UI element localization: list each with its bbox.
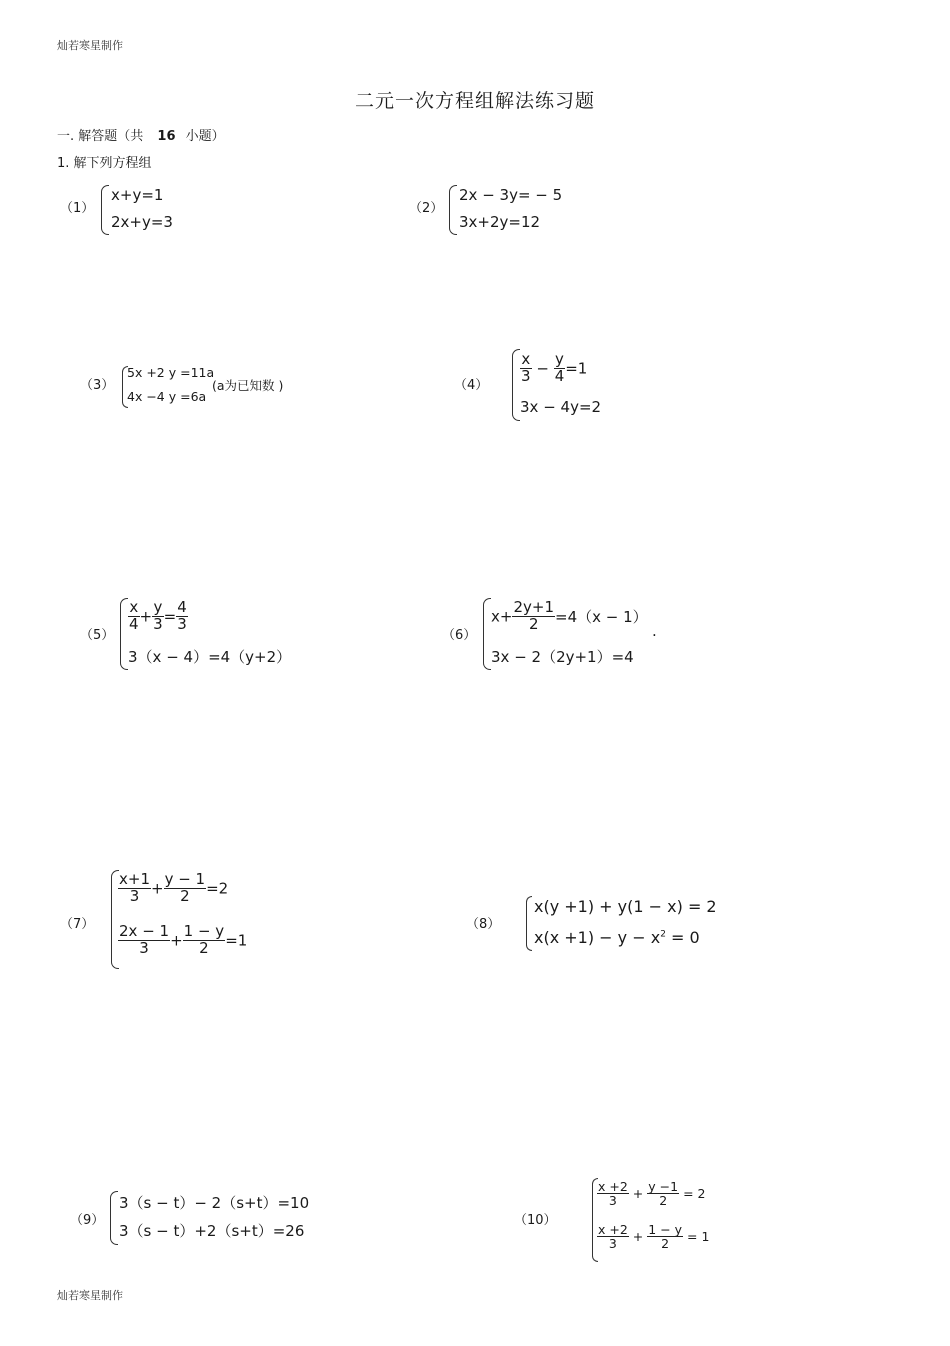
- problem-4-eq1: [520, 352, 587, 385]
- fraction-numerator: x: [521, 350, 531, 368]
- problem-4-label: （4）: [454, 378, 489, 393]
- problem-9-eq1: 3（s − t）− 2（s+t）=10: [119, 1194, 310, 1212]
- problem-3-eq1: 5x +2 y =11a: [127, 365, 215, 380]
- question-prompt: 1. 解下列方程组: [57, 156, 152, 171]
- equation-rhs: =2: [206, 879, 229, 898]
- equation-prefix: x+: [491, 607, 513, 626]
- section-count: 16: [157, 129, 176, 144]
- brace-icon: [512, 349, 520, 421]
- problem-8-eq2: [534, 928, 700, 947]
- footer-watermark: 灿若寒星制作: [57, 1289, 123, 1302]
- problem-5-eq1: [128, 600, 188, 633]
- fraction-denominator: 3: [177, 614, 187, 633]
- problem-10-eq1: [597, 1180, 705, 1207]
- fraction-numerator: y: [555, 350, 564, 368]
- fraction-denominator: 3: [608, 1236, 617, 1252]
- fraction-denominator: 2: [659, 1193, 668, 1209]
- fraction-numerator: 2x − 1: [119, 922, 170, 940]
- problem-10-eq2: [597, 1223, 709, 1250]
- problem-9-eq2: 3（s − t）+2（s+t）=26: [119, 1222, 305, 1240]
- fraction-numerator: x +2: [598, 1222, 628, 1237]
- problem-3-note: (a为已知数 ): [212, 378, 284, 393]
- operator: +: [632, 1186, 644, 1202]
- fraction-denominator: 4: [554, 366, 565, 385]
- problem-3-label: （3）: [80, 378, 115, 393]
- problem-10-label: （10）: [514, 1213, 557, 1228]
- operator: −: [536, 359, 549, 378]
- header-watermark: 灿若寒星制作: [57, 39, 123, 52]
- problem-3-eq2: 4x −4 y =6a: [127, 389, 207, 404]
- problem-6-label: （6）: [442, 628, 477, 643]
- problem-6-eq1: [491, 600, 648, 633]
- equation-rhs: =1: [565, 359, 588, 378]
- problem-8-label: （8）: [466, 917, 501, 932]
- equation-lhs: x(x +1) − y − x: [534, 928, 661, 947]
- section-suffix: 小题）: [185, 129, 225, 144]
- fraction-numerator: y −1: [648, 1179, 679, 1194]
- problem-7-eq1: [118, 872, 228, 905]
- fraction-numerator: x +2: [598, 1179, 628, 1194]
- fraction-numerator: 4: [177, 598, 187, 616]
- equation-rhs: =1: [225, 931, 248, 950]
- fraction-numerator: 1 − y: [183, 922, 225, 940]
- brace-icon: [526, 896, 532, 951]
- fraction-denominator: 3: [153, 614, 163, 633]
- fraction-numerator: x: [129, 598, 139, 616]
- operator: +: [151, 879, 164, 898]
- fraction-numerator: 1 − y: [648, 1222, 683, 1237]
- equation-rhs: = 2: [683, 1186, 706, 1202]
- fraction-numerator: 2y+1: [513, 598, 554, 616]
- fraction-denominator: 2: [661, 1236, 670, 1252]
- equation-rhs: = 0: [665, 928, 700, 947]
- problem-7-eq2: [118, 924, 247, 957]
- fraction-denominator: 2: [199, 938, 209, 957]
- fraction-denominator: 3: [608, 1193, 617, 1209]
- brace-icon: [110, 1191, 118, 1245]
- brace-icon: [101, 185, 109, 235]
- document-title: 二元一次方程组解法练习题: [354, 90, 595, 112]
- problem-1-eq1: x+y=1: [111, 186, 164, 204]
- brace-icon: [449, 185, 457, 235]
- problem-7-label: （7）: [60, 917, 95, 932]
- problem-4-eq2: 3x − 4y=2: [520, 398, 602, 416]
- fraction-denominator: 3: [139, 938, 149, 957]
- operator: +: [170, 931, 183, 950]
- problem-2-eq2: 3x+2y=12: [459, 213, 541, 231]
- operator: +: [139, 607, 153, 626]
- operator: +: [632, 1229, 644, 1245]
- problem-6-eq2: 3x − 2（2y+1）=4: [491, 648, 634, 666]
- fraction-denominator: 3: [521, 366, 531, 385]
- fraction-denominator: 2: [180, 886, 190, 905]
- equation-rhs: =4（x − 1）: [555, 607, 648, 626]
- brace-icon: [483, 598, 491, 670]
- problem-1-label: （1）: [60, 201, 95, 216]
- problem-5-eq2: 3（x − 4）=4（y+2）: [128, 648, 292, 666]
- equation-rhs: = 1: [687, 1229, 710, 1245]
- fraction-denominator: 4: [129, 614, 139, 633]
- brace-icon: [120, 598, 128, 670]
- problem-2-label: （2）: [409, 201, 444, 216]
- problem-6-trailing-dot: .: [652, 622, 657, 640]
- section-prefix: 一. 解答题（共: [57, 129, 144, 144]
- problem-1-eq2: 2x+y=3: [111, 213, 173, 231]
- problem-8-eq1: x(y +1) + y(1 − x) = 2: [534, 897, 717, 916]
- fraction-numerator: x+1: [119, 870, 150, 888]
- fraction-numerator: y − 1: [164, 870, 206, 888]
- fraction-numerator: y: [153, 598, 163, 616]
- section-heading: [57, 125, 225, 144]
- fraction-denominator: 3: [129, 886, 140, 905]
- operator: =: [163, 607, 177, 626]
- problem-5-label: （5）: [80, 628, 115, 643]
- exponent: 2: [660, 929, 666, 940]
- problem-9-label: （9）: [70, 1213, 105, 1228]
- fraction-denominator: 2: [528, 614, 539, 633]
- problem-2-eq1: 2x − 3y= − 5: [459, 186, 563, 204]
